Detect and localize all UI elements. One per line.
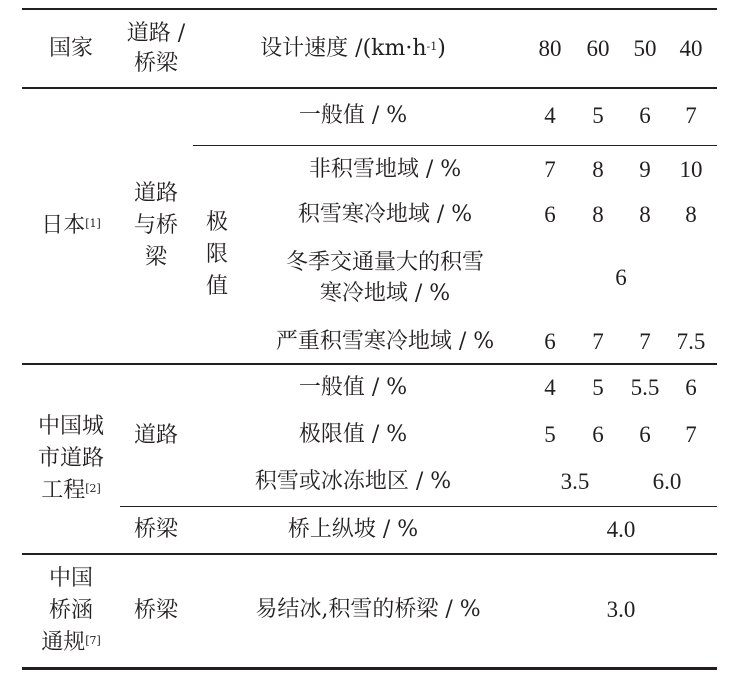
china-urban-snow-label: 积雪或冰冻地区 / %	[254, 469, 452, 494]
china-road-bridge-rule	[120, 506, 717, 507]
china-urban-limit-label: 极限值 / %	[298, 422, 408, 447]
china-bridge-country	[22, 556, 120, 666]
japan-country-label: 日本	[41, 213, 86, 238]
header-country: 国家	[48, 35, 93, 61]
japan-no-snow-40: 10	[679, 157, 703, 182]
china-urban-end-rule	[22, 553, 717, 555]
japan-winter-traffic-line1: 冬季交通量大的积雪	[285, 250, 484, 275]
china-urban-country-ref: [2]	[85, 482, 101, 495]
china-urban-general-80: 4	[544, 375, 556, 400]
china-bridge-country-line3-wrap	[41, 627, 101, 659]
header-design-speed	[193, 10, 513, 87]
header-road-bridge	[120, 10, 192, 87]
japan-no-snow-label: 非积雪地域 / %	[308, 157, 462, 182]
china-urban-general-label: 一般值 / %	[298, 375, 408, 400]
china-urban-general-40: 6	[685, 375, 697, 400]
japan-general-40: 7	[685, 103, 697, 128]
japan-snow-cold-label: 积雪寒冷地域 / %	[297, 202, 473, 227]
china-bridge-type: 桥梁	[133, 598, 178, 623]
china-urban-road: 道路	[133, 422, 178, 448]
china-urban-country-line3-wrap	[41, 475, 101, 507]
china-bridge-country-line1: 中国	[48, 566, 93, 591]
header-road-bridge-line1: 道路 /	[126, 20, 186, 46]
china-urban-country-line1: 中国城	[37, 414, 104, 439]
china-bridge-label: 易结冰,积雪的桥梁 / %	[255, 597, 481, 622]
japan-no-snow-80: 7	[544, 157, 556, 182]
japan-winter-traffic-label	[250, 245, 520, 311]
japan-snow-cold-40: 8	[685, 202, 697, 227]
china-urban-limit-80: 5	[544, 422, 556, 447]
china-urban-bridge-value: 4.0	[606, 517, 636, 542]
japan-limit-label: 极限值	[205, 210, 228, 299]
japan-no-snow-60: 8	[592, 157, 604, 182]
china-urban-country	[22, 365, 120, 553]
china-urban-general-50: 5.5	[630, 375, 660, 400]
japan-limit-rule	[193, 145, 717, 146]
china-urban-limit-40: 7	[685, 422, 697, 447]
china-bridge-country-line3: 通规	[41, 630, 86, 655]
header-speed-60: 60	[586, 35, 610, 61]
japan-general-80: 4	[544, 103, 556, 128]
china-urban-limit-50: 6	[639, 422, 651, 447]
japan-severe-60: 7	[592, 329, 604, 354]
japan-winter-traffic-value: 6	[615, 265, 627, 290]
japan-snow-cold-60: 8	[592, 202, 604, 227]
china-urban-snow-value-b: 6.0	[652, 469, 682, 494]
china-urban-bridge: 桥梁	[133, 517, 178, 542]
china-urban-general-60: 5	[592, 375, 604, 400]
design-speed-close: )	[437, 35, 446, 61]
japan-severe-label: 严重积雪寒冷地域 / %	[275, 329, 495, 354]
china-urban-country-line3: 工程	[41, 478, 86, 503]
design-speed-label: 设计速度 /(km·h	[260, 35, 427, 61]
design-speed-exponent: -1	[426, 39, 438, 53]
japan-winter-traffic-line2: 寒冷地域 / %	[319, 281, 451, 306]
china-urban-country-line2: 市道路	[37, 446, 104, 471]
bottom-rule	[22, 667, 717, 670]
header-road-bridge-line2: 桥梁	[133, 50, 178, 76]
japan-country-ref: [1]	[85, 217, 101, 230]
china-urban-limit-60: 6	[592, 422, 604, 447]
japan-no-snow-50: 9	[639, 157, 651, 182]
japan-snow-cold-50: 8	[639, 202, 651, 227]
header-speed-40: 40	[679, 35, 703, 61]
japan-severe-40: 7.5	[676, 329, 706, 354]
japan-severe-80: 6	[544, 329, 556, 354]
china-urban-snow-value-a: 3.5	[560, 469, 590, 494]
japan-general-label: 一般值 / %	[298, 103, 408, 128]
header-rule	[22, 87, 717, 89]
header-speed-80: 80	[538, 35, 562, 61]
japan-road-bridge: 道路与桥梁	[133, 181, 178, 270]
japan-country	[22, 89, 120, 363]
japan-general-60: 5	[592, 103, 604, 128]
header-speed-50: 50	[633, 35, 657, 61]
china-bridge-value: 3.0	[606, 597, 636, 622]
china-bridge-country-ref: [7]	[85, 634, 101, 647]
china-urban-bridge-label: 桥上纵坡 / %	[287, 517, 419, 542]
china-bridge-country-line2: 桥涵	[48, 598, 93, 623]
japan-snow-cold-80: 6	[544, 202, 556, 227]
japan-general-50: 6	[639, 103, 651, 128]
japan-severe-50: 7	[639, 329, 651, 354]
